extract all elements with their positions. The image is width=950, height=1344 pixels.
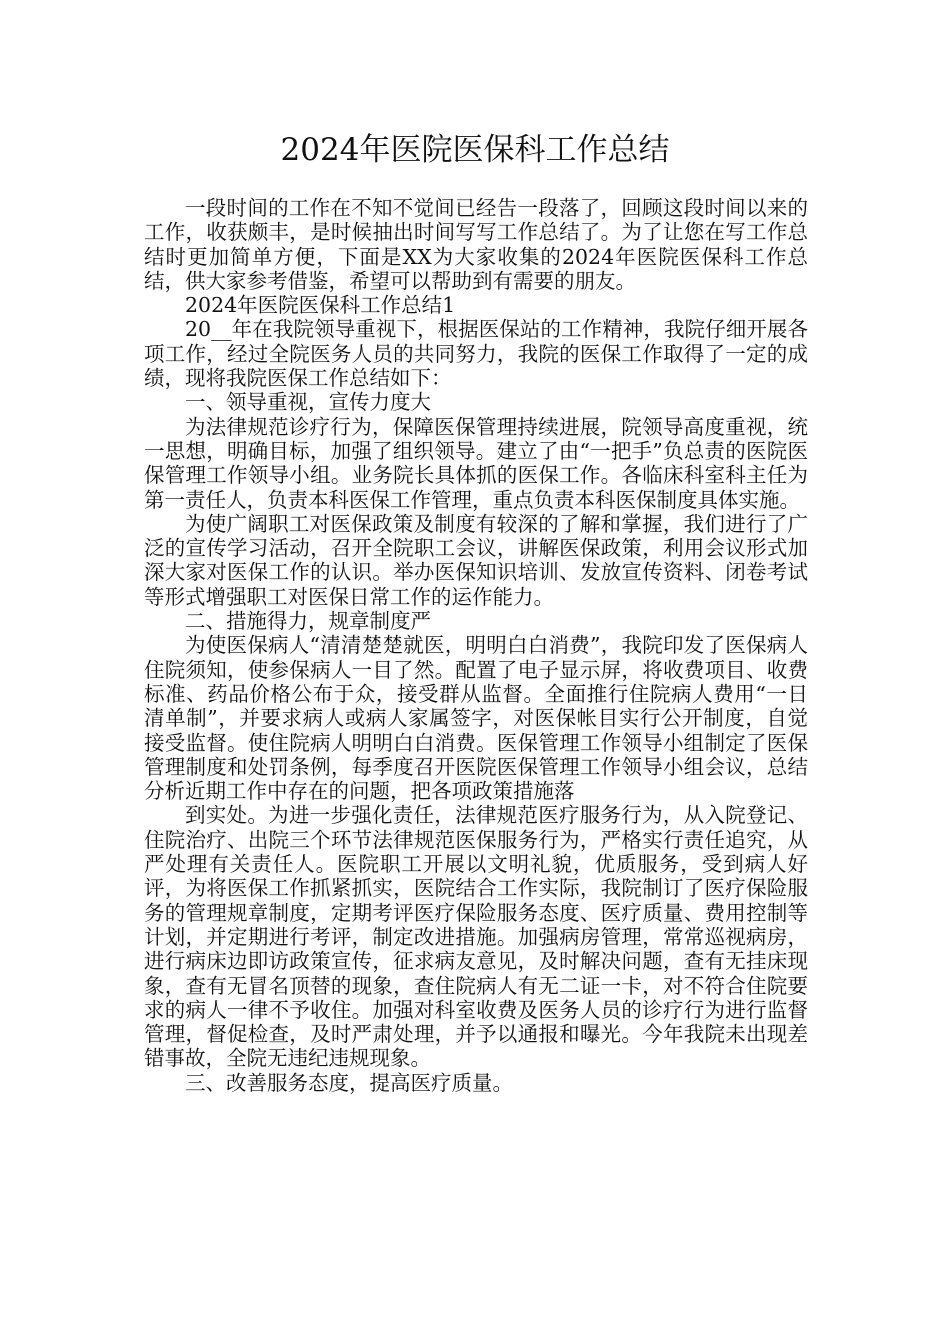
summary-paragraph: 20__年在我院领导重视下，根据医保站的工作精神，我院仔细开展各项工作，经过全院医务人员的共同努力，我院的医保工作取得了一定的成绩，现将我院医保工作总结如下：: [144, 317, 808, 391]
body-paragraph: 为使广阔职工对医保政策及制度有较深的了解和掌握，我们进行了广泛的宣传学习活动，召开全院职工会议，讲解医保政策，利用会议形式加深大家对医保工作的认识。举办医保知识培训、发放宣传资料、闭卷考试等形式增强职工对医保日常工作的运作能力。: [144, 511, 808, 609]
document-body: [144, 196, 808, 1095]
body-paragraph: 为法律规范诊疗行为，保障医保管理持续进展，院领导高度重视，统一思想，明确目标，加强了组织领导。建立了由“一把手”负总责的医院医保管理工作领导小组。业务院长具体抓的医保工作。各临床科室科主任为第一责任人，负责本科医保工作管理，重点负责本科医保制度具体实施。: [144, 414, 808, 512]
section-heading-2: 二、措施得力，规章制度严: [185, 609, 431, 634]
intro-paragraph: 一段时间的工作在不知不觉间已经告一段落了，回顾这段时间以来的工作，收获颇丰，是时候抽出时间写写工作总结了。为了让您在写工作总结时更加简单方便，下面是XX为大家收集的2024年医院医保科工作总结，供大家参考借鉴，希望可以帮助到有需要的朋友。: [144, 196, 808, 293]
body-paragraph: 到实处。为进一步强化责任，法律规范医疗服务行为，从入院登记、住院治疗、出院三个环节法律规范医保服务行为，严格实行责任追究，从严处理有关责任人。医院职工开展以文明礼貌，优质服务，受到病人好评，为将医保工作抓紧抓实，医院结合工作实际，我院制订了医疗保险服务的管理规章制度，定期考评医疗保险服务态度、医疗质量、费用控制等计划，并定期进行考评，制定改进措施。加强病房管理，常常巡视病房，进行病床边即访政策宣传，征求病友意见，及时解决问题，查有无挂床现象，查有无冒名顶替的现象，查住院病人有无二证一卡，对不符合住院要求的病人一律不予收住。加强对科室收费及医务人员的诊疗行为进行监督管理，督促检查，及时严肃处理，并予以通报和曝光。今年我院未出现差错事故，全院无违纪违规现象。: [144, 803, 808, 1071]
body-paragraph: 为使医保病人“清清楚楚就医，明明白白消费”，我院印发了医保病人住院须知，使参保病人一目了然。配置了电子显示屏，将收费项目、收费标准、药品价格公布于众，接受群从监督。全面推行住院病人费用“一日清单制”，并要求病人或病人家属签字，对医保帐目实行公开制度，自觉接受监督。使住院病人明明白白消费。医保管理工作领导小组制定了医保管理制度和处罚条例，每季度召开医院医保管理工作领导小组会议，总结分析近期工作中存在的问题，把各项政策措施落: [144, 633, 808, 804]
section-heading-3: 三、改善服务态度，提高医疗质量。: [185, 1070, 513, 1095]
section-subtitle: 2024年医院医保科工作总结1: [185, 293, 456, 318]
section-heading-1: 一、领导重视，宣传力度大: [185, 390, 431, 415]
document-title: 2024年医院医保科工作总结: [280, 132, 670, 168]
